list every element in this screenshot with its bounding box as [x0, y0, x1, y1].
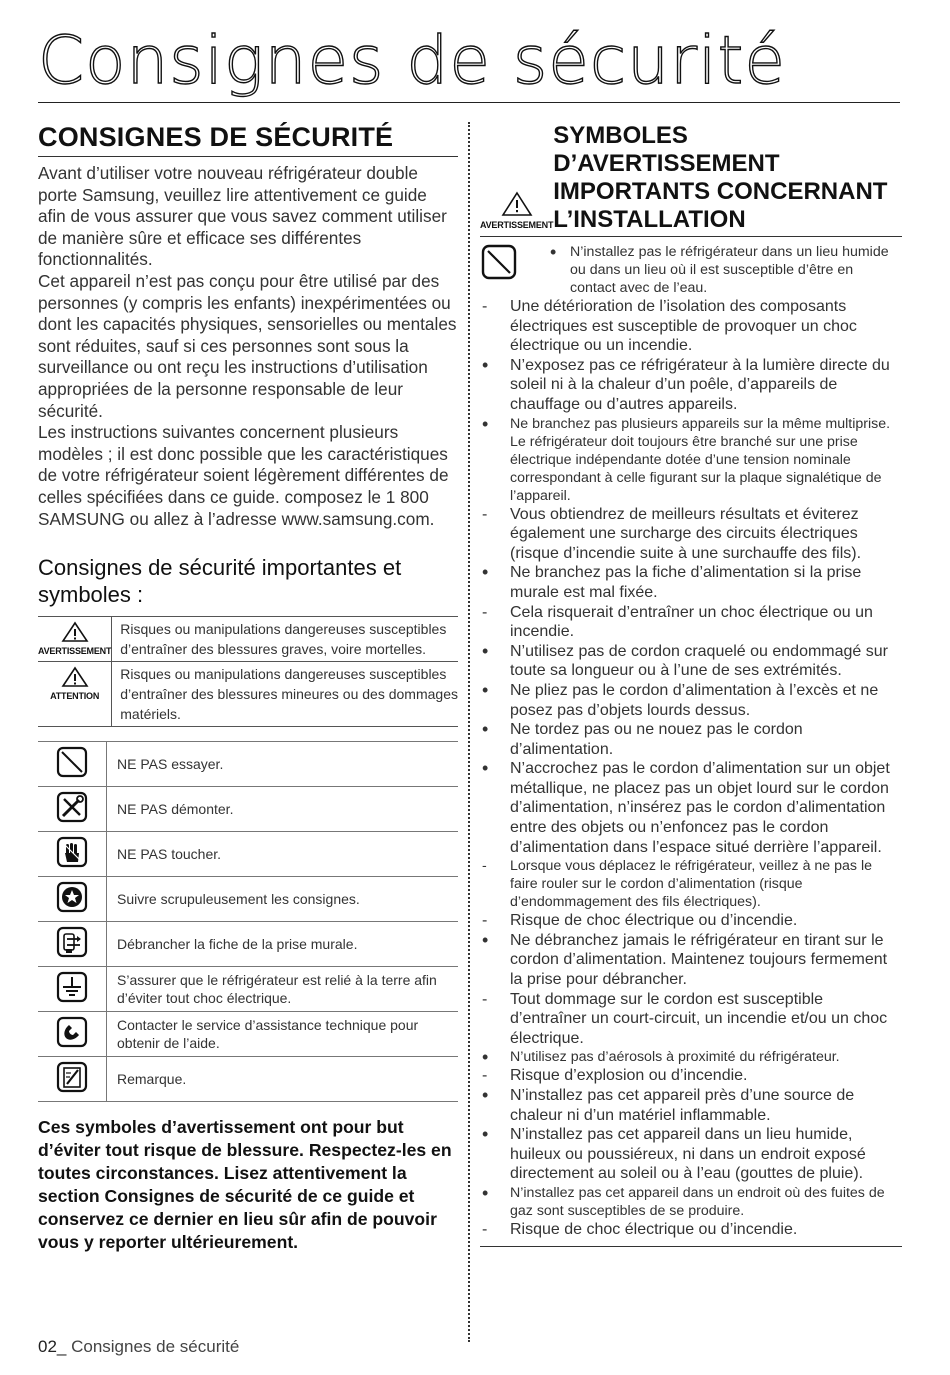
installation-first-item — [552, 243, 902, 297]
list-item: • N’installez pas cet appareil dans un endroit où des fuites de gaz sont susceptibles de se produire. — [480, 1184, 902, 1220]
ground-icon — [55, 970, 89, 1004]
symbol-description: Suivre scrupuleusement les consignes. — [107, 877, 459, 922]
symbol-description: NE PAS démonter. — [107, 787, 459, 832]
list-item: • N’exposez pas ce réfrigérateur à la lumière directe du soleil ni à la chaleur d’un poêle, d’appareils de chauffage ou d’autres appareils. — [480, 356, 902, 415]
table-row — [38, 967, 458, 1012]
table-row — [38, 877, 458, 922]
symbol-description: Contacter le service d’assistance technique pour obtenir de l’aide. — [107, 1012, 459, 1057]
list-item: • N’utilisez pas d’aérosols à proximité du réfrigérateur. — [480, 1048, 902, 1066]
prohibited-icon — [55, 745, 89, 779]
page-footer — [38, 1337, 239, 1357]
list-item: - Une détérioration de l’isolation des composants électriques est susceptible de provoquer un choc électrique ou un incendie. — [480, 297, 902, 356]
list-item: • Ne branchez pas plusieurs appareils sur la même multiprise. Le réfrigérateur doit toujours être branché sur une prise électrique indépendante dotée d’une tension nominale correspondant à celle figurant sur la plaque signalétique de l’appareil. — [480, 415, 902, 505]
list-item: - Cela risquerait d’entraîner un choc électrique ou un incendie. — [480, 603, 902, 642]
safety-note: Ces symboles d’avertissement ont pour but d’éviter tout risque de blessure. Respectez-les en toutes circonstances. Lisez attentivement la section Consignes de sécurité de ce guide et conservez ce dernier en lieu sûr afin de pouvoir vous y reporter ultérieurement. — [38, 1117, 452, 1253]
list-item: • Ne tordez pas ou ne nouez pas le cordon d’alimentation. — [480, 720, 902, 759]
table-row — [38, 922, 458, 967]
installation-heading: SYMBOLES D’AVERTISSEMENT IMPORTANTS CONCERNANT L’INSTALLATION — [553, 122, 888, 233]
intro-paragraph: Avant d’utiliser votre nouveau réfrigérateur double porte Samsung, veuillez lire attentivement ce guide afin de vous assurer que vous savez comment utiliser de manière sûre et efficace ses différentes fonctionnalités. — [38, 163, 447, 270]
warning-level-label: ATTENTION — [50, 691, 100, 702]
list-item: • N’accrochez pas le cordon d’alimentation sur un objet métallique, ne placez pas un objet lourd sur le cordon d’alimentation, n’insérez pas le cordon d’alimentation entre des objets ou n’enfoncez pas le cordon d’alimentation dans l’espace situé derrière l’appareil. — [480, 759, 902, 857]
installation-heading-block — [480, 122, 902, 234]
list-item: • N’installez pas cet appareil dans un lieu humide, huileux ou poussiéreux, ni dans un endroit exposé directement au soleil ou à l’eau (gouttes de pluie). — [480, 1125, 902, 1184]
list-item: • Ne débranchez jamais le réfrigérateur en tirant sur le cordon d’alimentation. Maintenez toujours fermement la prise pour débrancher. — [480, 931, 902, 990]
bottom-rule — [480, 1246, 902, 1247]
title-rule — [38, 102, 900, 103]
page-title: Consignes de sécurité — [38, 22, 786, 99]
list-item: - Risque de choc électrique ou d’incendie. — [480, 1220, 902, 1240]
symbol-description: NE PAS essayer. — [107, 742, 459, 787]
intro-text — [38, 163, 458, 530]
prohibited-icon — [480, 243, 520, 281]
list-item: - Risque de choc électrique ou d’incendie. — [480, 911, 902, 931]
table-row — [38, 787, 458, 832]
heading-rule — [38, 156, 458, 157]
list-item: • N’installez pas cet appareil près d’une source de chaleur ni d’un matériel inflammable. — [480, 1086, 902, 1125]
intro-paragraph: Les instructions suivantes concernent plusieurs modèles ; il est donc possible que les caractéristiques de votre réfrigérateur soient légèrement différentes de celles spécifiées dans ce guide. composez le 1 800 SAMSUNG ou allez à l’adresse www.samsung.com. — [38, 422, 449, 529]
list-item: • N’installez pas le réfrigérateur dans un lieu humide ou dans un lieu où il est susceptible d’être en contact avec de l’eau. — [552, 243, 902, 297]
table-row — [38, 617, 458, 662]
list-item: - Vous obtiendrez de meilleurs résultats et éviterez également une surcharge des circuits électriques (risque d’incendie suite à une surchauffe des fils). — [480, 505, 902, 564]
warning-level-label: AVERTISSEMENT — [480, 220, 554, 230]
symbols-subheading: Consignes de sécurité importantes et symboles : — [38, 555, 402, 608]
symbol-description: S’assurer que le réfrigérateur est relié à la terre afin d’éviter tout choc électrique. — [107, 967, 459, 1012]
column-divider — [468, 122, 470, 1342]
installation-list — [480, 297, 902, 1240]
table-row — [38, 742, 458, 787]
list-item: • Ne branchez pas la fiche d’alimentation si la prise murale est mal fixée. — [480, 563, 902, 602]
symbol-description: Remarque. — [107, 1057, 459, 1102]
table-row — [38, 1012, 458, 1057]
list-item: - Tout dommage sur le cordon est susceptible d’entraîner un court-circuit, un incendie et/ou un choc électrique. — [480, 990, 902, 1049]
symbol-description: NE PAS toucher. — [107, 832, 459, 877]
no-disassembly-icon — [55, 790, 89, 824]
page-number: 02_ — [38, 1337, 67, 1356]
list-item: • N’utilisez pas de cordon craquelé ou endommagé sur toute sa longueur ou à l’une de ses extrémités. — [480, 642, 902, 681]
warning-description: Risques ou manipulations dangereuses susceptibles d’entraîner des blessures graves, voire mortelles. — [112, 617, 458, 662]
table-row — [38, 1057, 458, 1102]
list-item: - Lorsque vous déplacez le réfrigérateur, veillez à ne pas le faire rouler sur le cordon d’alimentation (risque d’endommagement des fils électriques). — [480, 857, 902, 911]
symbol-description: Débrancher la fiche de la prise murale. — [107, 922, 459, 967]
list-item: - Risque d’explosion ou d’incendie. — [480, 1066, 902, 1086]
warning-description: Risques ou manipulations dangereuses susceptibles d’entraîner des blessures mineures ou des dommages matériels. — [112, 662, 458, 727]
list-item: • Ne pliez pas le cordon d’alimentation à l’excès et ne posez pas d’objets lourds dessus. — [480, 681, 902, 720]
phone-icon — [55, 1015, 89, 1049]
heading-rule — [480, 236, 902, 237]
table-row — [38, 662, 458, 727]
warning-triangle-icon — [61, 666, 89, 688]
warning-levels-table — [38, 616, 458, 727]
no-touch-icon — [55, 835, 89, 869]
section-heading: CONSIGNES DE SÉCURITÉ — [38, 122, 394, 152]
left-column — [38, 120, 458, 1254]
warning-triangle-icon — [61, 621, 89, 643]
right-column — [480, 122, 902, 1247]
follow-instructions-icon — [55, 880, 89, 914]
unplug-icon — [55, 925, 89, 959]
note-icon — [55, 1060, 89, 1094]
table-row — [38, 832, 458, 877]
intro-paragraph: Cet appareil n’est pas conçu pour être utilisé par des personnes (y compris les enfants) inexpérimentées ou dont les capacités physiques, sensorielles ou mentales sont réduites, sauf si ces personnes sont sous la surveillance ou ont reçu les instructions d’utilisation appropriées de la personne responsable de leur sécurité. — [38, 270, 457, 421]
warning-level-label: AVERTISSEMENT — [38, 646, 112, 657]
warning-triangle-icon — [501, 191, 533, 217]
footer-section: Consignes de sécurité — [66, 1337, 240, 1356]
symbols-table — [38, 741, 458, 1102]
